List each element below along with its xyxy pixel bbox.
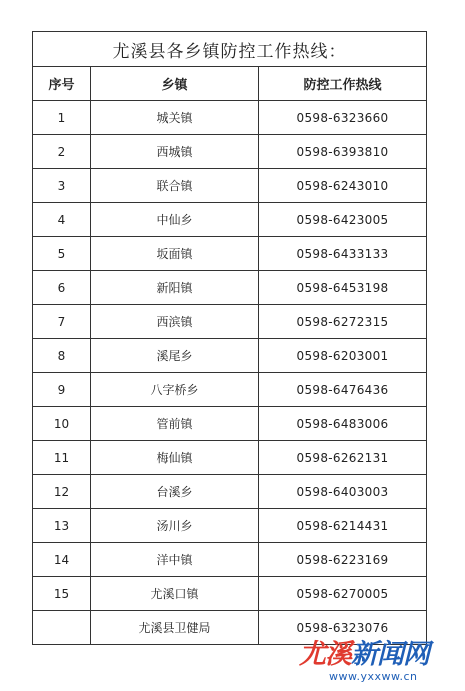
header-no: 序号 — [33, 67, 91, 101]
cell-phone: 0598-6214431 — [259, 509, 427, 543]
cell-phone: 0598-6243010 — [259, 169, 427, 203]
table-row — [33, 509, 427, 543]
header-phone: 防控工作热线 — [259, 67, 427, 101]
cell-no: 4 — [33, 203, 91, 237]
cell-phone: 0598-6323076 — [259, 611, 427, 645]
table-header-row — [33, 67, 427, 101]
cell-town: 新阳镇 — [91, 271, 259, 305]
cell-town: 中仙乡 — [91, 203, 259, 237]
cell-phone: 0598-6270005 — [259, 577, 427, 611]
cell-phone: 0598-6403003 — [259, 475, 427, 509]
cell-no: 5 — [33, 237, 91, 271]
cell-town: 尤溪口镇 — [91, 577, 259, 611]
cell-no: 14 — [33, 543, 91, 577]
cell-no: 10 — [33, 407, 91, 441]
watermark-brand-red: 尤溪 — [299, 639, 351, 670]
cell-no: 12 — [33, 475, 91, 509]
table-row — [33, 407, 427, 441]
cell-town: 洋中镇 — [91, 543, 259, 577]
cell-no: 1 — [33, 101, 91, 135]
cell-phone: 0598-6393810 — [259, 135, 427, 169]
cell-town: 西城镇 — [91, 135, 259, 169]
cell-no: 8 — [33, 339, 91, 373]
table-row — [33, 441, 427, 475]
cell-no: 11 — [33, 441, 91, 475]
table-row — [33, 577, 427, 611]
cell-town: 溪尾乡 — [91, 339, 259, 373]
cell-town: 坂面镇 — [91, 237, 259, 271]
cell-town: 八字桥乡 — [91, 373, 259, 407]
cell-town: 城关镇 — [91, 101, 259, 135]
cell-phone: 0598-6323660 — [259, 101, 427, 135]
cell-phone: 0598-6223169 — [259, 543, 427, 577]
cell-phone: 0598-6433133 — [259, 237, 427, 271]
cell-phone: 0598-6272315 — [259, 305, 427, 339]
table-row — [33, 339, 427, 373]
cell-phone: 0598-6483006 — [259, 407, 427, 441]
cell-no: 6 — [33, 271, 91, 305]
table-row — [33, 101, 427, 135]
hotline-sheet — [32, 31, 426, 645]
table-row — [33, 373, 427, 407]
cell-town: 台溪乡 — [91, 475, 259, 509]
table-title: 尤溪县各乡镇防控工作热线： — [33, 32, 427, 67]
watermark-brand — [299, 639, 429, 671]
cell-no: 7 — [33, 305, 91, 339]
cell-town: 管前镇 — [91, 407, 259, 441]
cell-phone: 0598-6203001 — [259, 339, 427, 373]
table-row — [33, 543, 427, 577]
cell-no: 9 — [33, 373, 91, 407]
cell-town: 汤川乡 — [91, 509, 259, 543]
table-row — [33, 271, 427, 305]
table-row — [33, 475, 427, 509]
cell-town: 联合镇 — [91, 169, 259, 203]
table-row — [33, 305, 427, 339]
cell-town: 梅仙镇 — [91, 441, 259, 475]
cell-phone: 0598-6423005 — [259, 203, 427, 237]
cell-no: 13 — [33, 509, 91, 543]
cell-no: 2 — [33, 135, 91, 169]
watermark-brand-blue: 新闻网 — [351, 639, 429, 670]
table-row — [33, 237, 427, 271]
table-row — [33, 169, 427, 203]
table-row — [33, 135, 427, 169]
cell-phone: 0598-6476436 — [259, 373, 427, 407]
header-town: 乡镇 — [91, 67, 259, 101]
cell-phone: 0598-6262131 — [259, 441, 427, 475]
cell-town: 尤溪县卫健局 — [91, 611, 259, 645]
cell-phone: 0598-6453198 — [259, 271, 427, 305]
cell-town: 西滨镇 — [91, 305, 259, 339]
cell-no — [33, 611, 91, 645]
watermark-url: www.yxxww.cn — [329, 670, 418, 683]
site-watermark-logo — [297, 639, 455, 687]
hotline-table — [32, 31, 427, 645]
cell-no: 15 — [33, 577, 91, 611]
cell-no: 3 — [33, 169, 91, 203]
table-row — [33, 203, 427, 237]
